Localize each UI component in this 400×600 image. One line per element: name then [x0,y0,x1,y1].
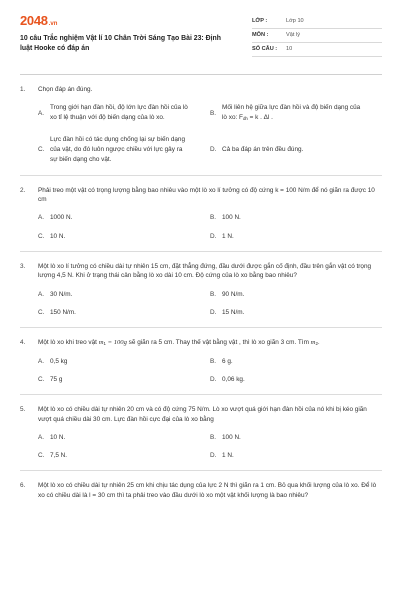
math-m1-value: = 100g [105,339,127,347]
answer-text: 30 N/m. [50,290,73,298]
question-text: Một lò xo có chiều dài tự nhiên 20 cm và có độ cứng 75 N/m. Lò xo vượt quá giới hạn đàn hồi của nó khi bị kéo giãn vượt quá chiều dài 30 cm. Lực đàn hồi cực đại của lò xo bằng [38,406,367,423]
answer-key: B. [210,290,217,298]
answer-grid [38,433,382,461]
meta-label: SỐ CÂU : [252,46,278,53]
answer-text: 1 N. [222,452,234,460]
answer-text: 0,06 kg. [222,375,245,383]
question-2 [20,176,382,252]
answer-text: 100 N. [222,433,241,441]
answer-grid [38,103,382,165]
brand-logo-sub: .vn [48,21,58,27]
answer-text: 0,5 kg [50,357,68,365]
answer-option-d[interactable] [210,135,380,165]
answer-option-d[interactable] [210,451,380,460]
math-m2-sub: 2 [315,341,318,347]
answer-option-a[interactable] [38,290,210,299]
answer-key: C. [38,452,45,460]
brand-logo[interactable] [20,12,230,31]
meta-value: Lớp 10 [286,18,304,25]
header-left [20,12,230,55]
question-5 [20,395,382,471]
math-m1-sub: 1 [103,341,106,347]
meta-label: MÔN : [252,32,269,39]
question-4 [20,328,382,395]
question-3 [20,252,382,328]
answer-key: C. [38,146,45,154]
answer-option-a[interactable] [38,103,210,123]
answer-key: D. [210,146,217,154]
question-number: 3. [20,263,26,271]
meta-row-count [252,43,382,57]
answer-key: D. [210,375,217,383]
answer-option-b[interactable] [210,290,380,299]
answer-option-b[interactable] [210,103,380,123]
answer-key: D. [210,232,217,240]
question-text: Chọn đáp án đúng. [38,86,93,93]
question-text: Một lò xo có chiều dài tự nhiên 25 cm khi chịu tác dụng của lực 2 N thì giãn ra 1 cm. Bỏ qua khối lượng của lò xo. Để lò xo có chiều dài là l = 30 cm thì ta phải treo vào đầu dưới lò xo một vật khối lượng là bao nhiêu? [38,482,377,499]
answer-key: C. [38,232,45,240]
meta-label: LỚP : [252,18,268,25]
question-1 [20,75,382,176]
answer-text: Trong giới hạn đàn hồi, độ lớn lực đàn hồi của lò xo tỉ lệ thuận với độ biến dạng của lò xo. [50,104,188,122]
answer-key: B. [210,433,217,441]
answer-option-c[interactable] [38,135,210,165]
meta-value: 10 [286,46,293,53]
answer-option-d[interactable] [210,375,380,384]
answer-text: 90 N/m. [222,290,245,298]
answer-text: 1 N. [222,232,234,240]
question-text: Phải treo một vật có trọng lượng bằng bao nhiêu vào một lò xo lí tưởng có độ cứng k = 100 N/m để nó giãn ra được 10 cm [38,186,375,204]
answer-text: 1000 N. [50,214,73,222]
answer-text: Cả ba đáp án trên đều đúng. [222,146,304,154]
answer-option-a[interactable] [38,213,210,222]
answer-key: A. [38,357,45,365]
question-number: 1. [20,86,26,93]
answer-key: C. [38,308,45,316]
question-text-mid: sẽ giãn ra 5 cm. Thay thế vật bằng vật , thì lò xo giãn 3 cm. Tìm [126,339,311,347]
answer-grid [38,357,382,385]
answer-option-c[interactable] [38,232,210,241]
answer-text [222,103,362,123]
meta-row-subject [252,29,382,43]
math-m1: m [98,339,104,347]
question-text [38,338,382,348]
answer-option-c[interactable] [38,375,210,384]
question-text-end: . [317,339,320,347]
brand-logo-main: 2048 [20,13,48,28]
answer-option-d[interactable] [210,308,380,317]
answer-key: A. [38,214,45,222]
answer-text: 15 N/m. [222,308,245,316]
answer-text: 6 g. [222,357,233,365]
answer-text: 150 N/m. [50,308,76,316]
question-6 [20,471,382,510]
question-text-pre: Một lò xo khi treo vật [38,339,99,347]
answer-option-d[interactable] [210,232,380,241]
question-number: 5. [20,406,26,414]
answer-key: A. [38,290,45,298]
answer-key: B. [210,214,217,222]
question-number: 2. [20,186,26,194]
header [20,12,382,64]
answer-option-b[interactable] [210,213,380,222]
question-number: 4. [20,339,26,347]
answer-key: B. [210,357,217,365]
answer-option-a[interactable] [38,433,210,442]
answer-grid [38,213,382,241]
answer-grid [38,290,382,318]
answer-text-sub: dh [242,116,248,122]
page-title: 10 câu Trắc nghiệm Vật lí 10 Chân Trời Sáng Tạo Bài 23: Định luật Hooke có đáp án [20,34,221,53]
answer-key: D. [210,452,217,460]
answer-text-tail: = k . Δl . [247,114,273,122]
answer-text-main: Mối liên hệ giữa lực đàn hồi và độ biến dạng của lò xo: F [222,104,361,122]
answer-key: A. [38,433,45,441]
answer-key: D. [210,308,217,316]
answer-option-b[interactable] [210,357,380,366]
meta-value: Vật lý [286,32,300,39]
answer-text: 75 g [50,375,63,383]
math-m2: m [310,339,316,347]
answer-key: B. [210,109,217,117]
answer-text: 10 N. [50,433,66,441]
answer-key: C. [38,375,45,383]
answer-text: 10 N. [50,232,66,240]
answer-text: Lực đàn hồi có tác dụng chống lại sự biến dạng của vật, do đó luôn ngược chiều với lực gây ra sự biến dạng cho vật. [50,136,186,163]
answer-option-a[interactable] [38,357,210,366]
answer-option-b[interactable] [210,433,380,442]
meta-row-class [252,15,382,29]
question-text: Một lò xo lí tưởng có chiều dài tự nhiên 15 cm, đặt thẳng đứng, đầu dưới được gắn cố định, đầu trên gắn vật có trọng lượng 4,5 N. Khi ở trạng thái cân bằng lò xo dài 10 cm. Độ cứng của lò xo bằng bao nhiêu? [38,263,372,280]
answer-key: A. [38,109,45,117]
answer-option-c[interactable] [38,308,210,317]
answer-text: 100 N. [222,214,241,222]
question-number: 6. [20,482,26,490]
meta-table [252,15,382,57]
answer-option-c[interactable] [38,451,210,460]
answer-text: 7,5 N. [50,452,68,460]
